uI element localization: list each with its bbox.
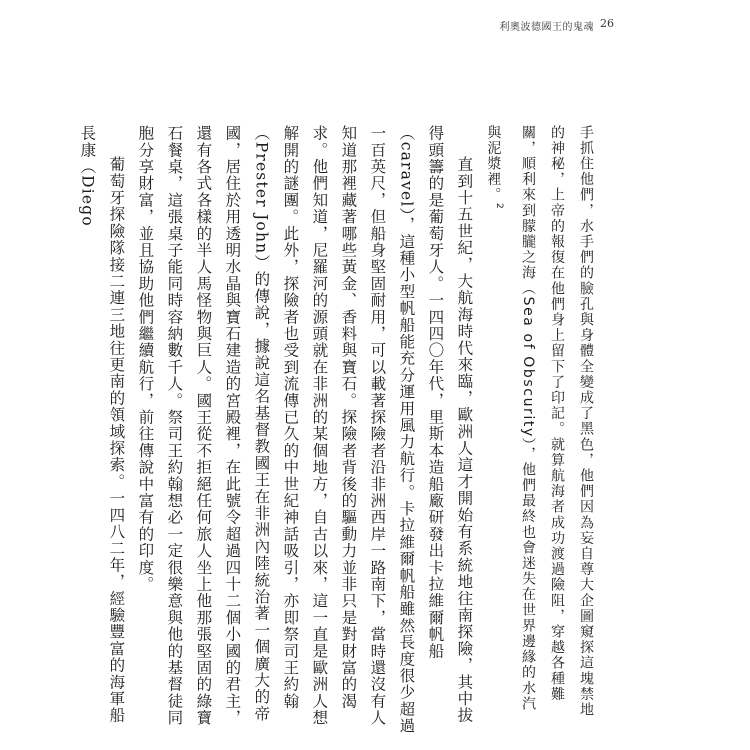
body-text-block xyxy=(72,125,600,735)
block-quote xyxy=(478,125,600,723)
paragraph: 葡萄牙探險隊接二連三地往更南的領域探索。一四八二年，經驗豐富的海軍船長康（Diego xyxy=(78,125,126,724)
page-number: 26 xyxy=(600,17,614,30)
footnote-marker: 2 xyxy=(494,203,504,209)
paragraph: 直到十五世紀，大航海時代來臨，歐洲人這才開始有系統地往南探險，其中拔得頭籌的是葡萄牙人。一四四〇年代，里斯本造船廠研發出卡拉維爾帆船（caravel），這種小型帆船能充分運用風力航行。卡拉維爾帆船雖然長度很少超過一百英尺，但船身堅固耐用，可以載著探險者沿非洲西岸一路南下，當時還沒有人知道那裡藏著哪些黃金、香料與寶石。探險者背後的驅動力並非只是對財富的渴求。他們知道，尼羅河的源頭就在非洲的某個地方，自古以來，這一直是歐洲人想解開的謎團。此外，探險者也受到流傳已久的中世紀神話吸引，亦即祭司王約翰（Prester John）的傳說，據說這名基督教國王在非洲內陸統治著一個廣大的帝國，居住於用透明水晶與寶石建造的宮殿裡，在此號令超過四十二個小國的君主，還有各式各樣的半人馬怪物與巨人。國王從不拒絕任何旅人坐上他那張堅固的綠寶石餐桌，這張桌子能同時容納數千人。祭司王約翰想必一定很樂意與他的基督徒同胞分享財富，並且協助他們繼續航行，前往傳說中富有的印度。 xyxy=(136,125,474,735)
running-header: 利奧波德國王的鬼魂 xyxy=(499,22,594,33)
block-quote-text: 手抓住他們，水手們的臉孔與身體全變成了黑色，他們因為妄自尊大企圖窺探這塊禁地的神秘，上帝的報復在他們身上留下了印記。就算航海者成功渡過險阻，穿越各種難關，順利來到朦朧之海（Sea of Obscurity），他們最終也會迷失在世界邊緣的水汽與泥漿裡。 xyxy=(485,125,594,718)
